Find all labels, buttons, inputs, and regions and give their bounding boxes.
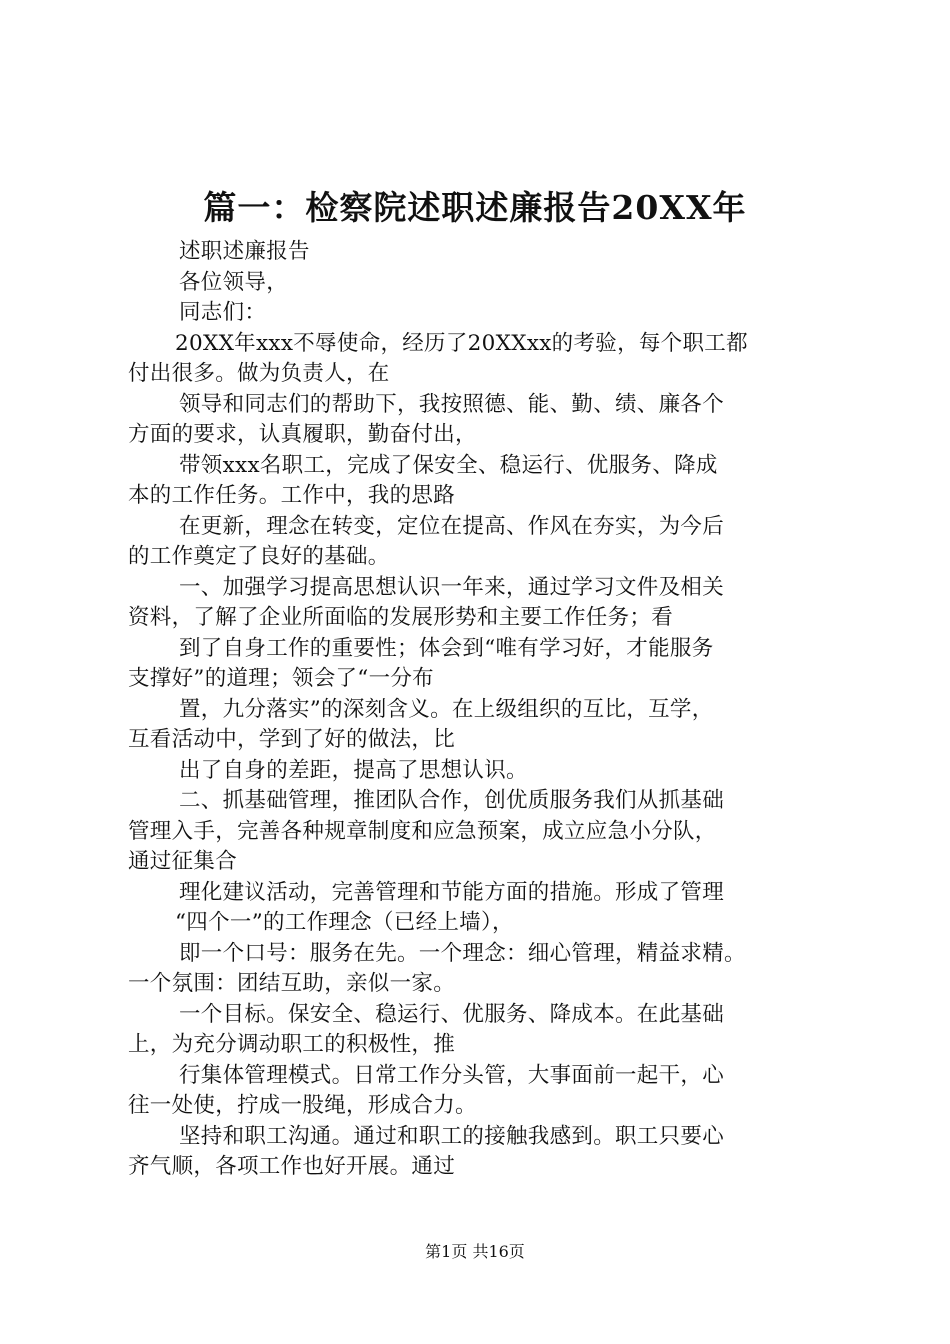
document-title: 篇一：检察院述职述廉报告20XX年: [203, 188, 747, 227]
paragraph-line: 资料，了解了企业所面临的发展形势和主要工作任务；看: [128, 605, 674, 630]
paragraph-line: 往一处使，拧成一股绳，形成合力。: [128, 1093, 477, 1118]
paragraph-line: 管理入手，完善各种规章制度和应急预案，成立应急小分队，: [128, 818, 717, 844]
paragraph-line: 坚持和职工沟通。通过和职工的接触我感到。职工只要心: [179, 1123, 725, 1149]
document-body: [128, 237, 828, 1183]
paragraph-line: 置，九分落实”的深刻含义。在上级组织的互比，互学，: [179, 696, 714, 722]
paragraph-line: 上，为充分调动职工的积极性，推: [128, 1032, 456, 1057]
paragraph-line: 通过征集合: [128, 849, 238, 874]
paragraph-line: 出了自身的差距，提高了思想认识。: [179, 757, 528, 783]
paragraph-line: 一、加强学习提高思想认识一年来，通过学习文件及相关: [179, 574, 725, 600]
paragraph-line: 一个氛围：团结互助，亲似一家。: [128, 971, 456, 996]
paragraph-line: 互看活动中，学到了好的做法，比: [128, 727, 456, 752]
paragraph-line: 在更新，理念在转变，定位在提高、作风在夯实，为今后: [179, 513, 725, 539]
paragraph-line: 本的工作任务。工作中，我的思路: [128, 483, 456, 508]
paragraph-line: 到了自身工作的重要性；体会到“唯有学习好，才能服务: [179, 635, 714, 661]
paragraph-line: 带领xxx名职工，完成了保安全、稳运行、优服务、降成: [179, 452, 718, 478]
paragraph-line: 齐气顺，各项工作也好开展。通过: [128, 1154, 456, 1179]
paragraph-line: 行集体管理模式。日常工作分头管，大事面前一起干，心: [179, 1062, 725, 1088]
paragraph-line: 各位领导，: [179, 269, 289, 295]
paragraph-line: 20XX年xxx不辱使命，经历了20XXxx的考验，每个职工都: [175, 330, 748, 356]
paragraph-line: 即一个口号：服务在先。一个理念：细心管理，精益求精。: [179, 940, 746, 966]
paragraph-line: 述职述廉报告: [179, 239, 310, 264]
paragraph-line: 同志们：: [179, 300, 267, 325]
paragraph-line: 一个目标。保安全、稳运行、优服务、降成本。在此基础: [179, 1001, 725, 1027]
page-number-footer: 第1页 共16页: [425, 1242, 525, 1261]
paragraph-line: “四个一”的工作理念（已经上墙），: [175, 910, 514, 935]
paragraph-line: 支撑好”的道理；领会了“一分布: [128, 666, 434, 691]
paragraph-line: 的工作奠定了良好的基础。: [128, 544, 390, 569]
paragraph-line: 付出很多。做为负责人，在: [128, 361, 390, 386]
paragraph-line: 领导和同志们的帮助下，我按照德、能、勤、绩、廉各个: [179, 391, 725, 417]
paragraph-line: 理化建议活动，完善管理和节能方面的措施。形成了管理: [179, 879, 725, 905]
paragraph-line: 方面的要求，认真履职，勤奋付出，: [128, 422, 477, 447]
paragraph-line: 二、抓基础管理，推团队合作，创优质服务我们从抓基础: [179, 788, 725, 813]
